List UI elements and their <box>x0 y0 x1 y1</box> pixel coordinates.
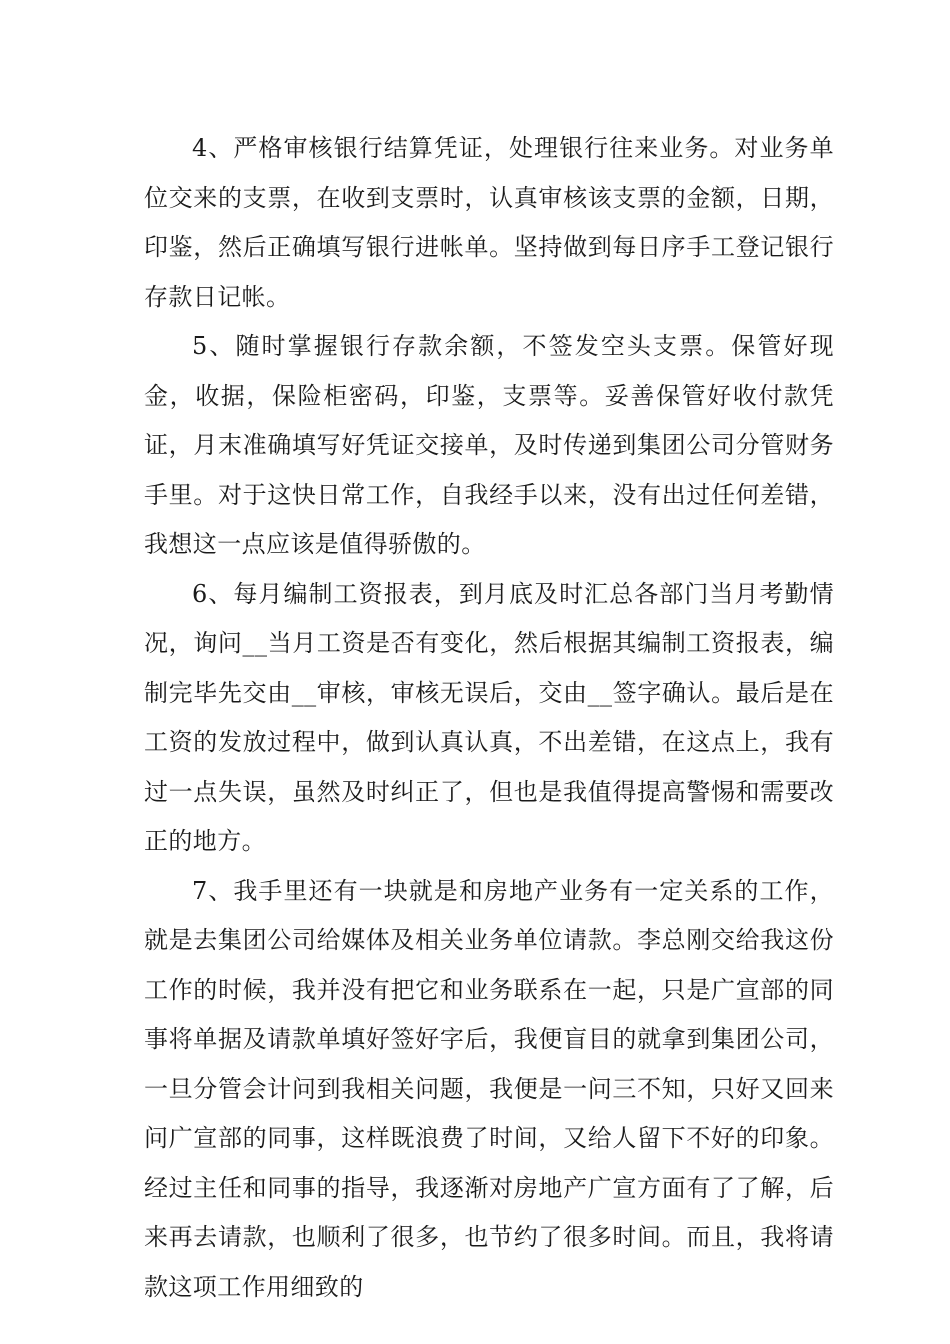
document-body <box>144 124 834 1312</box>
paragraph-item-5: 5、随时掌握银行存款余额，不签发空头支票。保管好现金，收据，保险柜密码，印鉴，支票等。妥善保管好收付款凭证，月末准确填写好凭证交接单，及时传递到集团公司分管财务手里。对于这快日常工作，自我经手以来，没有出过任何差错，我想这一点应该是值得骄傲的。 <box>144 332 834 558</box>
paragraph-item-7: 7、我手里还有一块就是和房地产业务有一定关系的工作，就是去集团公司给媒体及相关业务单位请款。李总刚交给我这份工作的时候，我并没有把它和业务联系在一起，只是广宣部的同事将单据及请款单填好签好字后，我便盲目的就拿到集团公司，一旦分管会计问到我相关问题，我便是一问三不知，只好又回来问广宣部的同事，这样既浪费了时间，又给人留下不好的印象。经过主任和同事的指导，我逐渐对房地产广宣方面有了了解，后来再去请款，也顺利了很多，也节约了很多时间。而且，我将请款这项工作用细致的 <box>144 876 834 1301</box>
paragraph-item-6: 6、每月编制工资报表，到月底及时汇总各部门当月考勤情况，询问__当月工资是否有变化，然后根据其编制工资报表，编制完毕先交由__审核，审核无误后，交由__签字确认。最后是在工资的发放过程中，做到认真认真，不出差错，在这点上，我有过一点失误，虽然及时纠正了，但也是我值得提高警惕和需要改正的地方。 <box>144 579 834 855</box>
paragraph-item-4: 4、严格审核银行结算凭证，处理银行往来业务。对业务单位交来的支票，在收到支票时，认真审核该支票的金额，日期，印鉴，然后正确填写银行进帐单。坚持做到每日序手工登记银行存款日记帐。 <box>144 134 834 311</box>
